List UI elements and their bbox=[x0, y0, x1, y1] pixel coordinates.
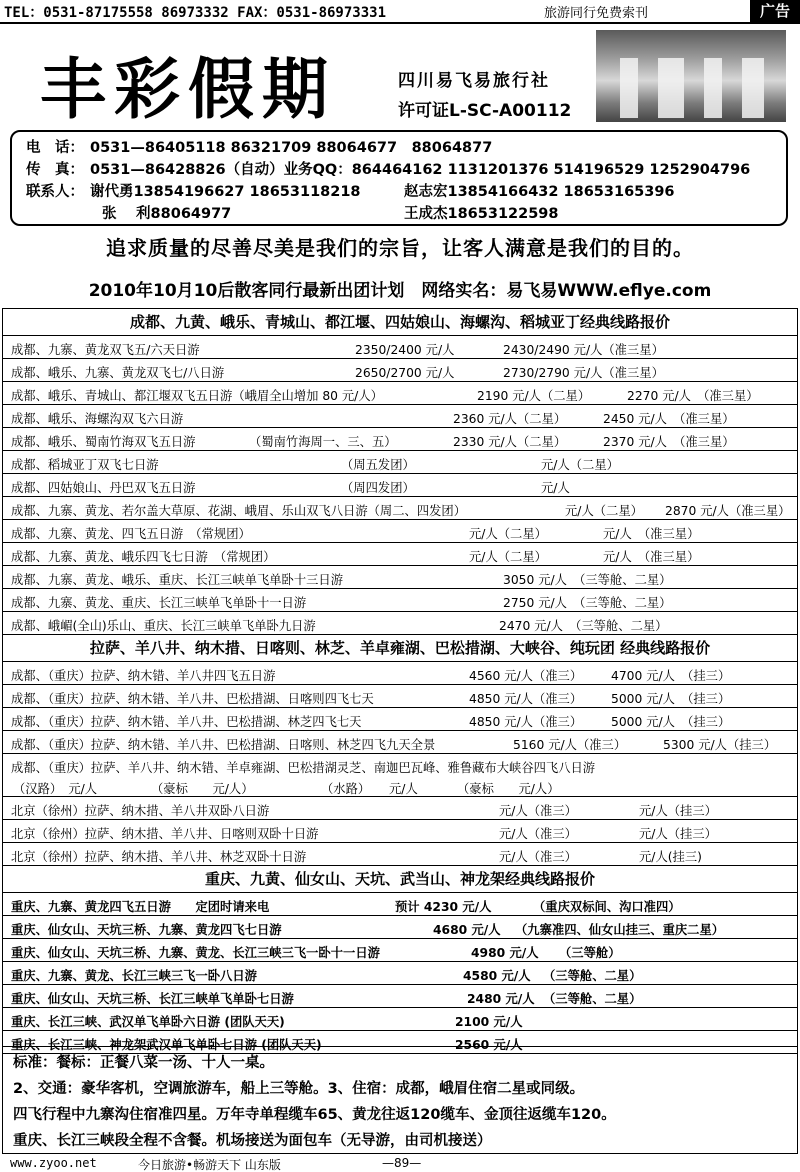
route-price: 5000 元/人 （挂三） bbox=[611, 692, 731, 706]
route-price: 4850 元/人（准三） bbox=[469, 692, 583, 706]
route-price: 4850 元/人（准三） bbox=[469, 715, 583, 729]
contact-box bbox=[10, 130, 788, 226]
route-name: 重庆、长江三峡、神龙架武汉单飞单卧七日游 (团队天天) bbox=[11, 1038, 322, 1052]
section-header: 拉萨、羊八井、纳木措、日喀则、林芝、羊卓雍湖、巴松措湖、大峡谷、纯玩团 经典线路报价 bbox=[3, 635, 797, 662]
route-name: 成都、（重庆）拉萨、羊八井、纳木错、羊卓雍湖、巴松措湖灵芝、南迦巴瓦峰、雅鲁藏布大峡谷四飞八日游 bbox=[11, 761, 596, 775]
route-note: （九寨准四、仙女山挂三、重庆二星） bbox=[515, 923, 725, 937]
waterfall-stream bbox=[742, 58, 764, 118]
route-row bbox=[3, 731, 797, 754]
route-row bbox=[3, 359, 797, 382]
route-row bbox=[3, 451, 797, 474]
route-price: 4580 元/人 bbox=[463, 969, 531, 983]
route-name: 成都、峨乐、蜀南竹海双飞五日游 bbox=[11, 435, 196, 449]
route-price: 元/人 （准三星） bbox=[603, 527, 700, 541]
fax-value: 0531—86428826（自动）业务QQ：864464162 1131201376 514196529 1252904796 bbox=[90, 162, 751, 178]
route-row bbox=[3, 662, 797, 685]
route-price: 2470 元/人 （三等舱、二星） bbox=[499, 619, 668, 633]
contact-person: 王成杰18653122598 bbox=[404, 206, 559, 222]
waterfall-stream bbox=[704, 58, 722, 118]
route-note: （周五发团） bbox=[341, 458, 415, 472]
route-price: 2190 元/人（二星） bbox=[477, 389, 591, 403]
route-row bbox=[3, 382, 797, 405]
route-price: 元/人(挂三) bbox=[639, 850, 702, 864]
route-row bbox=[3, 589, 797, 612]
note-line: 重庆、长江三峡段全程不含餐。机场接送为面包车（无导游，由司机接送） bbox=[13, 1133, 492, 1149]
phone-value: 0531—86405118 86321709 88064677 88064877 bbox=[90, 140, 493, 156]
route-name: 成都、（重庆）拉萨、纳木错、羊八井四飞五日游 bbox=[11, 669, 276, 683]
route-note: （重庆双标间、沟口准四） bbox=[533, 900, 681, 914]
route-name: 成都、九寨、黄龙、重庆、长江三峡单飞单卧十一日游 bbox=[11, 596, 307, 610]
route-name: 成都、峨嵋(全山)乐山、重庆、长江三峡单飞单卧九日游 bbox=[11, 619, 316, 633]
route-price: 元/人（准三） bbox=[499, 827, 577, 841]
route-price: 5160 元/人（准三） bbox=[513, 738, 627, 752]
route-price: 2330 元/人（二星） bbox=[453, 435, 567, 449]
route-price: 2560 元/人 bbox=[455, 1038, 523, 1052]
route-name: 重庆、仙女山、天坑三桥、长江三峡单飞单卧七日游 bbox=[11, 992, 294, 1006]
route-price: 2730/2790 元/人（准三星） bbox=[503, 366, 664, 380]
license-number: 许可证L-SC-A00112 bbox=[398, 101, 572, 121]
route-price: 2100 元/人 bbox=[455, 1015, 523, 1029]
route-note: （三等舱、二星） bbox=[543, 992, 642, 1006]
route-row bbox=[3, 916, 797, 939]
route-price: 2450 元/人 （准三星） bbox=[603, 412, 735, 426]
route-name: 重庆、九寨、黄龙、长江三峡三飞一卧八日游 bbox=[11, 969, 257, 983]
footer bbox=[0, 1154, 800, 1172]
route-price: 元/人（二星） bbox=[469, 550, 547, 564]
top-contact: TEL：0531-87175558 86973332 FAX：0531-86973331 bbox=[4, 5, 387, 21]
route-row bbox=[3, 336, 797, 359]
route-price: 元/人（二星） bbox=[469, 527, 547, 541]
route-row bbox=[3, 708, 797, 731]
contact-person: 谢代勇13854196627 18653118218 bbox=[90, 184, 361, 200]
waterfall-photo bbox=[596, 30, 786, 122]
route-name: 北京（徐州）拉萨、纳木措、羊八井、日喀则双卧十日游 bbox=[11, 827, 319, 841]
route-row bbox=[3, 612, 797, 635]
route-price: 4700 元/人 （挂三） bbox=[611, 669, 731, 683]
route-row bbox=[3, 685, 797, 708]
route-price: 3050 元/人 （三等舱、二星） bbox=[503, 573, 672, 587]
route-price: 2650/2700 元/人 bbox=[355, 366, 455, 380]
route-name: 成都、九寨、黄龙、四飞五日游 （常规团） bbox=[11, 527, 251, 541]
plan-title: 2010年10月10后散客同行最新出团计划 网络实名：易飞易WWW.eflye.com bbox=[88, 281, 712, 301]
ad-badge: 广告 bbox=[750, 0, 800, 22]
route-note: （三等舱、二星） bbox=[543, 969, 642, 983]
free-index-text: 旅游同行免费索刊 bbox=[544, 6, 649, 21]
route-name: 重庆、九寨、黄龙四飞五日游 定团时请来电 bbox=[11, 900, 270, 914]
route-row bbox=[3, 1008, 797, 1031]
route-price: （豪标 元/人） bbox=[151, 782, 254, 796]
route-name: 成都、峨乐、青城山、都江堰双飞五日游（峨眉全山增加 80 元/人） bbox=[11, 389, 383, 403]
waterfall-stream bbox=[620, 58, 638, 118]
route-price: 2480 元/人 bbox=[467, 992, 535, 1006]
route-name: 北京（徐州）拉萨、纳木措、羊八井、林芝双卧十日游 bbox=[11, 850, 307, 864]
section-header: 重庆、九黄、仙女山、天坑、武当山、神龙架经典线路报价 bbox=[3, 866, 797, 893]
route-price: 元/人（挂三） bbox=[639, 804, 717, 818]
route-price: （汉路） 元/人 bbox=[13, 782, 98, 796]
route-price: 2750 元/人 （三等舱、二星） bbox=[503, 596, 672, 610]
route-note: （周四发团） bbox=[341, 481, 415, 495]
route-price: 5300 元/人（挂三） bbox=[663, 738, 777, 752]
route-price: 元/人 bbox=[389, 782, 418, 796]
route-name: 成都、九寨、黄龙、峨乐、重庆、长江三峡单飞单卧十三日游 bbox=[11, 573, 344, 587]
phone-label: 电 话： bbox=[26, 140, 84, 156]
route-row bbox=[3, 939, 797, 962]
notes-box bbox=[2, 1046, 798, 1154]
route-row bbox=[3, 843, 797, 866]
route-name: 成都、四姑娘山、丹巴双飞五日游 bbox=[11, 481, 196, 495]
route-row bbox=[3, 985, 797, 1008]
route-price: 4680 元/人 bbox=[433, 923, 501, 937]
route-name: 成都、九寨、黄龙双飞五/六天日游 bbox=[11, 343, 200, 357]
fax-label: 传 真： bbox=[26, 162, 84, 178]
route-row bbox=[3, 893, 797, 916]
route-price: 元/人（二星） bbox=[541, 458, 619, 472]
route-name: 北京（徐州）拉萨、纳木措、羊八井双卧八日游 bbox=[11, 804, 270, 818]
route-row bbox=[3, 405, 797, 428]
top-bar bbox=[0, 0, 800, 24]
route-price: 2350/2400 元/人 bbox=[355, 343, 455, 357]
route-row bbox=[3, 754, 797, 775]
slogan: 追求质量的尽善尽美是我们的宗旨，让客人满意是我们的目的。 bbox=[106, 236, 694, 260]
route-price: 预计 4230 元/人 bbox=[395, 900, 492, 914]
note-line: 2、交通：豪华客机，空调旅游车，船上三等舱。3、住宿：成都，峨眉住宿二星或同级。 bbox=[13, 1081, 585, 1097]
route-name: 重庆、仙女山、天坑三桥、九寨、黄龙四飞七日游 bbox=[11, 923, 282, 937]
footer-slogan: 今日旅游•畅游天下 山东版 bbox=[138, 1158, 281, 1172]
route-note: （蜀南竹海周一、三、五） bbox=[249, 435, 397, 449]
route-row bbox=[3, 428, 797, 451]
route-row bbox=[3, 566, 797, 589]
agency-name: 四川易飞易旅行社 bbox=[398, 71, 550, 91]
contact-label: 联系人： bbox=[26, 184, 84, 200]
section-header: 成都、九黄、峨乐、青城山、都江堰、四姑娘山、海螺沟、稻城亚丁经典线路报价 bbox=[3, 309, 797, 336]
route-price: 2870 元/人（准三星） bbox=[665, 504, 791, 518]
route-row bbox=[3, 497, 797, 520]
route-name: 重庆、长江三峡、武汉单飞单卧六日游 (团队天天) bbox=[11, 1015, 285, 1029]
route-price: 元/人（准三） bbox=[499, 804, 577, 818]
route-note: （三等舱） bbox=[559, 946, 621, 960]
route-name: 成都、（重庆）拉萨、纳木错、羊八井、巴松措湖、日喀则、林芝四飞九天全景 bbox=[11, 738, 436, 752]
route-name: 成都、峨乐、海螺沟双飞六日游 bbox=[11, 412, 184, 426]
route-name: 成都、稻城亚丁双飞七日游 bbox=[11, 458, 159, 472]
route-name: 成都、峨乐、九寨、黄龙双飞七/八日游 bbox=[11, 366, 225, 380]
route-name: 成都、九寨、黄龙、峨乐四飞七日游 （常规团） bbox=[11, 550, 276, 564]
route-price: 元/人（二星） bbox=[565, 504, 643, 518]
route-price: 2360 元/人（二星） bbox=[453, 412, 567, 426]
route-price: 元/人 bbox=[541, 481, 570, 495]
route-name: 成都、九寨、黄龙、若尔盖大草原、花湖、峨眉、乐山双飞八日游（周二、四发团） bbox=[11, 504, 466, 518]
route-price: 元/人（挂三） bbox=[639, 827, 717, 841]
route-price: （豪标 元/人） bbox=[457, 782, 560, 796]
route-name: 成都、（重庆）拉萨、纳木错、羊八井、巴松措湖、林芝四飞七天 bbox=[11, 715, 362, 729]
note-line: 标准：餐标：正餐八菜一汤、十人一桌。 bbox=[13, 1055, 274, 1071]
route-row bbox=[3, 797, 797, 820]
route-price: 元/人 （准三星） bbox=[603, 550, 700, 564]
footer-site: www.zyoo.net bbox=[10, 1156, 97, 1170]
route-table bbox=[2, 308, 798, 1054]
page-number: —89— bbox=[382, 1156, 422, 1170]
waterfall-stream bbox=[658, 58, 684, 118]
route-name: 重庆、仙女山、天坑三桥、九寨、黄龙、长江三峡三飞一卧十一日游 bbox=[11, 946, 380, 960]
route-row bbox=[3, 775, 797, 797]
route-price: 2270 元/人 （准三星） bbox=[627, 389, 759, 403]
route-row bbox=[3, 543, 797, 566]
route-note: （水路） bbox=[321, 782, 371, 796]
brand-title: 丰彩假期 bbox=[40, 50, 336, 128]
route-price: 5000 元/人 （挂三） bbox=[611, 715, 731, 729]
note-line: 四飞行程中九寨沟住宿准四星。万年寺单程缆车65、黄龙往返120缆车、金顶往返缆车120。 bbox=[13, 1107, 616, 1123]
route-price: 2430/2490 元/人（准三星） bbox=[503, 343, 664, 357]
contact-person: 赵志宏13854166432 18653165396 bbox=[404, 184, 675, 200]
contact-person: 张 利88064977 bbox=[102, 206, 232, 222]
route-price: 4980 元/人 bbox=[471, 946, 539, 960]
route-price: 元/人（准三） bbox=[499, 850, 577, 864]
route-row bbox=[3, 962, 797, 985]
route-row bbox=[3, 520, 797, 543]
route-price: 4560 元/人（准三） bbox=[469, 669, 583, 683]
route-name: 成都、（重庆）拉萨、纳木错、羊八井、巴松措湖、日喀则四飞七天 bbox=[11, 692, 374, 706]
route-row bbox=[3, 820, 797, 843]
route-price: 2370 元/人 （准三星） bbox=[603, 435, 735, 449]
route-row bbox=[3, 474, 797, 497]
